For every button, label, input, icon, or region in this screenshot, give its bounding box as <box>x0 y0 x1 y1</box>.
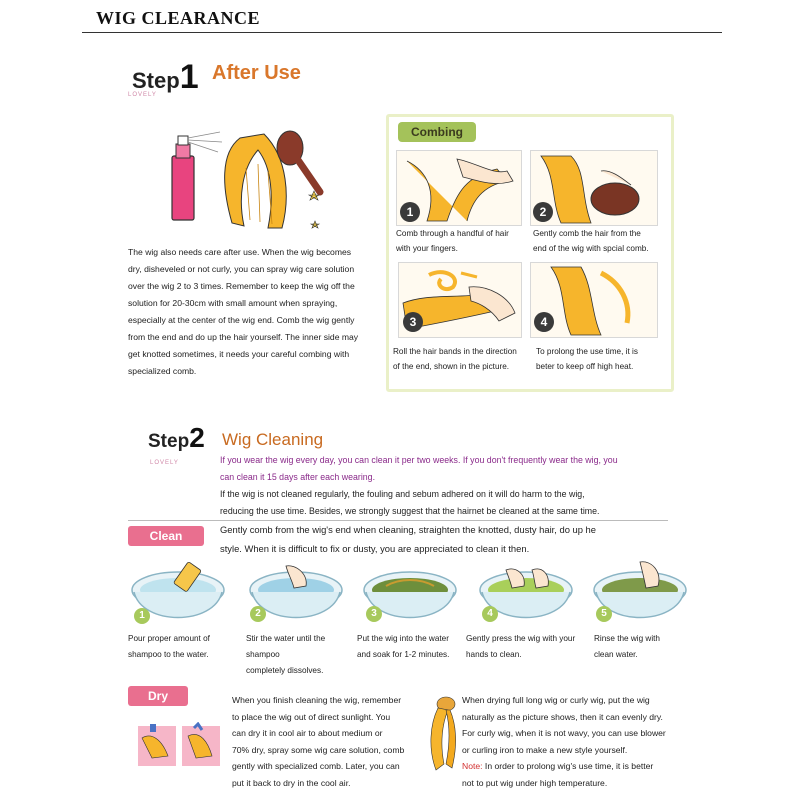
spray-wig-illustration <box>160 128 340 243</box>
step2-brand: LOVELY <box>150 460 179 466</box>
caption-line: Rinse the wig with <box>594 634 660 643</box>
step2-number: 2 <box>189 422 205 453</box>
clean-caption-3 <box>357 631 467 663</box>
combing-step-1-number: 1 <box>400 202 420 222</box>
clean-tag: Clean <box>128 526 204 546</box>
step1-description-line: over the wig 2 to 3 times. Remember to keep the wig off the <box>128 281 355 291</box>
clean-bowl-4 <box>476 556 576 643</box>
combing-caption-3 <box>393 344 533 374</box>
combing-step-2-number: 2 <box>533 202 553 222</box>
dry-right-line: When drying full long wig or curly wig, put the wig <box>462 695 650 705</box>
caption-line: Gently press the wig with your <box>466 634 576 643</box>
caption-line: Pour proper amount of <box>128 634 210 643</box>
caption-line: Roll the hair bands in the direction <box>393 347 517 356</box>
caption-line: clean water. <box>594 650 638 659</box>
step1-word: Step <box>132 68 180 93</box>
clean-intro-line: Gently comb from the wig's end when cleaning, straighten the knotted, dusty hair, do up he <box>220 524 596 535</box>
clean-caption-5 <box>594 631 684 663</box>
caption-line: To prolong the use time, it is <box>536 347 638 356</box>
caption-line: Gently comb the hair from the <box>533 229 641 238</box>
step1-description-line: The wig also needs care after use. When the wig becomes <box>128 247 352 257</box>
clean-bowl-5 <box>590 556 690 643</box>
clean-step-5-number: 5 <box>596 606 612 622</box>
dry-left-line: When you finish cleaning the wig, remember <box>232 695 402 705</box>
step1-brand: LOVELY <box>128 92 157 98</box>
caption-line: of the end, shown in the picture. <box>393 362 510 371</box>
combing-caption-2 <box>533 226 669 256</box>
drying-wig-illustration <box>138 722 222 768</box>
warning-line: reducing the use time. Besides, we strongly suggest that the hairnet be cleaned at the same time. <box>220 506 600 516</box>
caption-line: hands to clean. <box>466 650 522 659</box>
caption-line: end of the wig with spcial comb. <box>533 244 649 253</box>
frequency-line: If you wear the wig every day, you can clean it per two weeks. If you don't frequently wear the wig, you <box>220 455 618 465</box>
caption-line: Comb through a handful of hair <box>396 229 509 238</box>
clean-caption-2 <box>246 631 361 679</box>
caption-line: beter to keep off high heat. <box>536 362 634 371</box>
caption-line: shampoo to the water. <box>128 650 209 659</box>
combing-caption-4 <box>536 344 666 374</box>
caption-line: completely dissolves. <box>246 666 324 675</box>
caption-line: Put the wig into the water <box>357 634 449 643</box>
dry-left-line: 70% dry, spray some wig care solution, comb <box>232 744 405 755</box>
step1-description <box>128 244 380 380</box>
caption-line: Stir the water until the shampoo <box>246 634 326 659</box>
hanging-wig-illustration <box>422 694 466 772</box>
dry-left-line: gently with specialized comb. Later, you can <box>232 761 400 771</box>
shampoo-bowl-illustration <box>128 556 228 638</box>
caption-line: and soak for 1-2 minutes. <box>357 650 450 659</box>
step2-warning <box>220 486 670 520</box>
dry-left-line: put it back to dry in the cool air. <box>232 777 351 788</box>
step1-description-line: get knotted sometimes, it needs your careful combing with <box>128 349 350 359</box>
stir-water-illustration <box>246 556 346 638</box>
clean-intro-line: style. When it is difficult to fix or dusty, you are appreciated to clean it then. <box>220 543 530 554</box>
rinse-wig-illustration <box>590 556 690 638</box>
step1-description-line: dry, disheveled or not curly, you can spray wig care solution <box>128 264 355 274</box>
note-label: Note: <box>462 761 483 771</box>
clean-step-1-number: 1 <box>134 608 150 624</box>
combing-tag: Combing <box>398 122 476 142</box>
step2-heading: Wig Cleaning <box>222 430 324 449</box>
dry-right-line: For curly wig, when it is not wavy, you can use blower <box>462 728 666 738</box>
clean-caption-1 <box>128 631 243 663</box>
note-text: In order to prolong wig's use time, it is better <box>482 761 654 771</box>
soak-wig-illustration <box>360 556 460 638</box>
combing-caption-1 <box>396 226 526 256</box>
clean-bowl-3 <box>360 556 460 643</box>
dry-left-text <box>232 692 432 791</box>
clean-step-3-number: 3 <box>366 606 382 622</box>
clean-step-4-number: 4 <box>482 606 498 622</box>
clean-bowl-2 <box>246 556 346 643</box>
dry-right-line: naturally as the picture shows, then it can evenly dry. <box>462 711 663 722</box>
step2-frequency-note <box>220 452 670 486</box>
step1-heading: After Use <box>212 62 301 84</box>
page-title: WIG CLEARANCE <box>96 8 261 28</box>
press-wig-illustration <box>476 556 576 638</box>
caption-line: with your fingers. <box>396 244 458 253</box>
clean-bowl-1 <box>128 556 228 643</box>
warning-line: If the wig is not cleaned regularly, the fouling and sebum adhered on it will do harm to the wig, <box>220 489 585 499</box>
dry-tag: Dry <box>128 686 188 706</box>
step1-description-line: solution for 20-30cm with small amount when spraying, <box>128 298 338 308</box>
combing-step-4-number: 4 <box>534 312 554 332</box>
dry-right-line: or curling iron to make a new style yourself. <box>462 744 628 755</box>
header-divider <box>82 32 722 33</box>
clean-intro <box>220 520 680 558</box>
step1-description-line: specialized comb. <box>128 366 197 376</box>
frequency-line: can clean it 15 days after each wearing. <box>220 472 376 482</box>
dry-left-line: can dry it in cool air to about medium or <box>232 728 383 738</box>
step1-description-line: especially at the center of the wig end. Comb the wig gently <box>128 315 355 325</box>
dry-note-line: not to put wig under high temperature. <box>462 777 608 788</box>
clean-caption-4 <box>466 631 590 663</box>
step1-description-line: from the end and do up the hair yourself. The inner side may <box>128 332 359 342</box>
dry-note <box>462 758 676 775</box>
step1-number: 1 <box>179 58 199 96</box>
step2-title <box>148 422 205 454</box>
step2-word: Step <box>148 431 190 452</box>
dry-right-text <box>462 692 676 791</box>
dry-left-line: to place the wig out of direct sunlight. You <box>232 711 391 722</box>
combing-step-3-number: 3 <box>403 312 423 332</box>
clean-step-2-number: 2 <box>250 606 266 622</box>
